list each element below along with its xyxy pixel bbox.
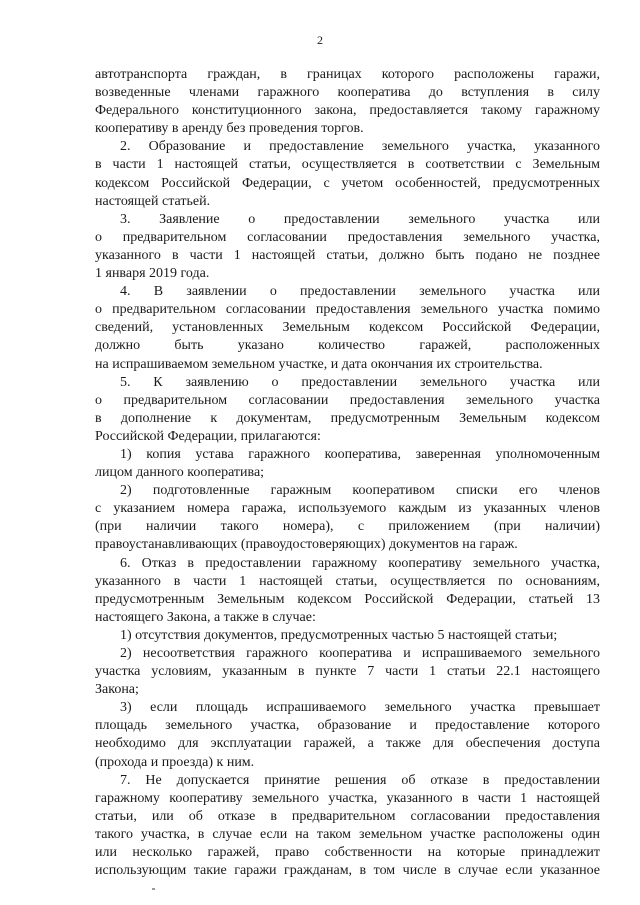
- scan-artifact: [152, 888, 155, 890]
- text-line: Федерального конституционного закона, предоставляется такому гаражному: [95, 103, 600, 119]
- text-line: гаражному кооперативу земельного участка, указанного в части 1 настоящей: [95, 790, 600, 806]
- text-line: (при наличии такого номера), с приложением (при наличии): [95, 519, 600, 535]
- text-line: сведений, установленных Земельным кодексом Российской Федерации,: [95, 320, 600, 336]
- text-line: использующим такие гаражи гражданам, в том числе в случае если указанное: [95, 863, 600, 879]
- text-line: Закона;: [95, 682, 139, 698]
- text-line: лицом данного кооператива;: [95, 465, 265, 481]
- text-line: должно быть указано количество гаражей, расположенных: [95, 338, 600, 354]
- text-line: о предварительном согласовании предоставления земельного участка: [95, 392, 600, 408]
- text-line: Российской Федерации, прилагаются:: [95, 428, 321, 444]
- text-line: 2. Образование и предоставление земельного участка, указанного: [120, 139, 600, 155]
- text-line: 2) несоответствия гаражного кооператива и испрашиваемого земельного: [120, 646, 600, 661]
- text-line: статьи, или об отказе в предварительном согласовании предоставления: [95, 808, 600, 824]
- text-line: о предварительном согласовании предоставления земельного участка помимо: [95, 302, 600, 318]
- text-line: настоящей статьей.: [95, 193, 211, 209]
- text-line: настоящего Закона, а также в случае:: [95, 609, 316, 625]
- text-line: необходимо для эксплуатации гаражей, а также для обеспечения доступа: [95, 736, 600, 752]
- text-line: 6. Отказ в предоставлении гаражному кооперативу земельного участка,: [120, 555, 600, 571]
- text-line: 7. Не допускается принятие решения об отказе в предоставлении: [120, 772, 600, 788]
- text-line: (прохода и проезда) к ним.: [95, 754, 255, 770]
- text-line: в части 1 настоящей статьи, осуществляется в соответствии с Земельным: [95, 157, 600, 173]
- page-number: 2: [317, 33, 323, 47]
- text-line: 1) отсутствия документов, предусмотренных частью 5 настоящей статьи;: [120, 627, 558, 643]
- text-line: о предварительном согласовании предоставления земельного участка,: [95, 229, 600, 245]
- text-line: 3) если площадь испрашиваемого земельного участка превышает: [120, 700, 600, 716]
- text-line: с указанием номера гаража, используемого каждым из указанных членов: [95, 501, 600, 517]
- text-line: 4. В заявлении о предоставлении земельного участка или: [120, 284, 600, 300]
- text-line: 5. К заявлению о предоставлении земельного участка или: [120, 374, 600, 390]
- text-line: возведенные членами гаражного кооператива до вступления в силу: [95, 85, 600, 101]
- text-line: предусмотренным Земельным кодексом Российской Федерации, статьей 13: [95, 591, 600, 607]
- text-line: 3. Заявление о предоставлении земельного участка или: [120, 211, 600, 227]
- text-line: указанного в части 1 настоящей статьи, осуществляется по основаниям,: [95, 573, 600, 589]
- text-line: или несколько гаражей, право собственности на которые принадлежит: [95, 845, 600, 861]
- text-line: площадь земельного участка, образование и предоставление которого: [95, 718, 600, 734]
- text-line: участка условиям, указанным в пункте 7 части 1 статьи 22.1 настоящего: [95, 664, 600, 680]
- text-line: такого участка, в случае если на таком земельном участке расположены один: [95, 826, 600, 842]
- text-line: автотранспорта граждан, в границах которого расположены гаражи,: [95, 67, 600, 82]
- text-line: кооперативу в аренду без проведения торгов.: [95, 121, 364, 137]
- document-body: [95, 66, 600, 880]
- text-line: в дополнение к документам, предусмотренным Земельным кодексом: [95, 410, 600, 426]
- text-line: указанного в части 1 настоящей статьи, должно быть подано не позднее: [95, 247, 600, 263]
- text-line: на испрашиваемом земельном участке, и дата окончания их строительства.: [95, 356, 543, 372]
- text-line: 1 января 2019 года.: [95, 266, 210, 282]
- text-line: 1) копия устава гаражного кооператива, заверенная уполномоченным: [120, 446, 600, 462]
- text-line: 2) подготовленные гаражным кооперативом списки его членов: [120, 483, 600, 499]
- text-line: кодексом Российской Федерации, с учетом особенностей, предусмотренных: [95, 175, 600, 191]
- text-line: правоустанавливающих (правоудостоверяющих) документов на гараж.: [95, 537, 518, 553]
